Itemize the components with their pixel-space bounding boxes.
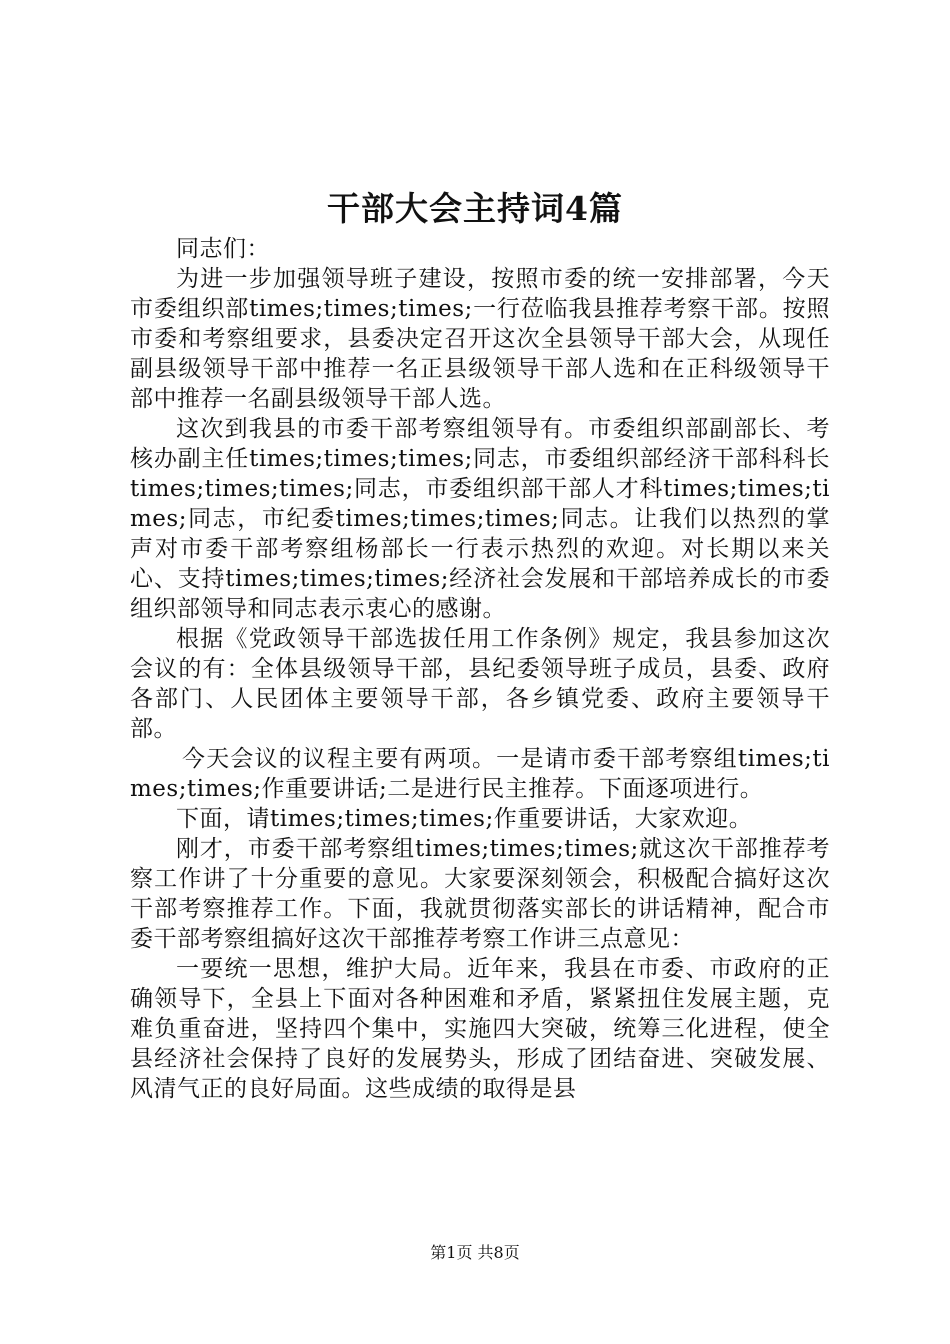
body-paragraph: 今天会议的议程主要有两项。一是请市委干部考察组times;times;times;作重要讲话;二是进行民主推荐。下面逐项进行。 <box>130 746 830 802</box>
body-paragraph: 根据《党政领导干部选拔任用工作条例》规定，我县参加这次会议的有：全体县级领导干部，县纪委领导班子成员，县委、政府各部门、人民团体主要领导干部，各乡镇党委、政府主要领导干部。 <box>130 626 830 742</box>
body-paragraph: 刚才，市委干部考察组times;times;times;就这次干部推荐考察工作讲了十分重要的意见。大家要深刻领会，积极配合搞好这次干部考察推荐工作。下面，我就贯彻落实部长的讲话精神，配合市委干部考察组搞好这次干部推荐考察工作讲三点意见： <box>130 836 830 952</box>
salutation-paragraph: 同志们： <box>176 236 270 262</box>
page-number-footer: 第1页 共8页 <box>430 1243 520 1262</box>
document-title: 干部大会主持词4篇 <box>327 189 623 228</box>
body-paragraph: 一要统一思想，维护大局。近年来，我县在市委、市政府的正确领导下，全县上下面对各种困难和矛盾，紧紧扭住发展主题，克难负重奋进，坚持四个集中，实施四大突破，统筹三化进程，使全县经济社会保持了良好的发展势头，形成了团结奋进、突破发展、风清气正的良好局面。这些成绩的取得是县 <box>130 956 830 1102</box>
document-body <box>130 234 830 1104</box>
body-paragraph: 这次到我县的市委干部考察组领导有。市委组织部副部长、考核办副主任times;times;times;同志，市委组织部经济干部科科长times;times;times;同志，市委组织部干部人才科times;times;times;同志，市纪委times;times;times;同志。让我们以热烈的掌声对市委干部考察组杨部长一行表示热烈的欢迎。对长期以来关心、支持times;times;times;经济社会发展和干部培养成长的市委组织部领导和同志表示衷心的感谢。 <box>130 416 830 622</box>
body-paragraph: 为进一步加强领导班子建设，按照市委的统一安排部署，今天市委组织部times;times;times;一行莅临我县推荐考察干部。按照市委和考察组要求，县委决定召开这次全县领导干部大会，从现任副县级领导干部中推荐一名正县级领导干部人选和在正科级领导干部中推荐一名副县级领导干部人选。 <box>130 266 830 412</box>
body-paragraph: 下面，请times;times;times;作重要讲话，大家欢迎。 <box>176 806 753 832</box>
